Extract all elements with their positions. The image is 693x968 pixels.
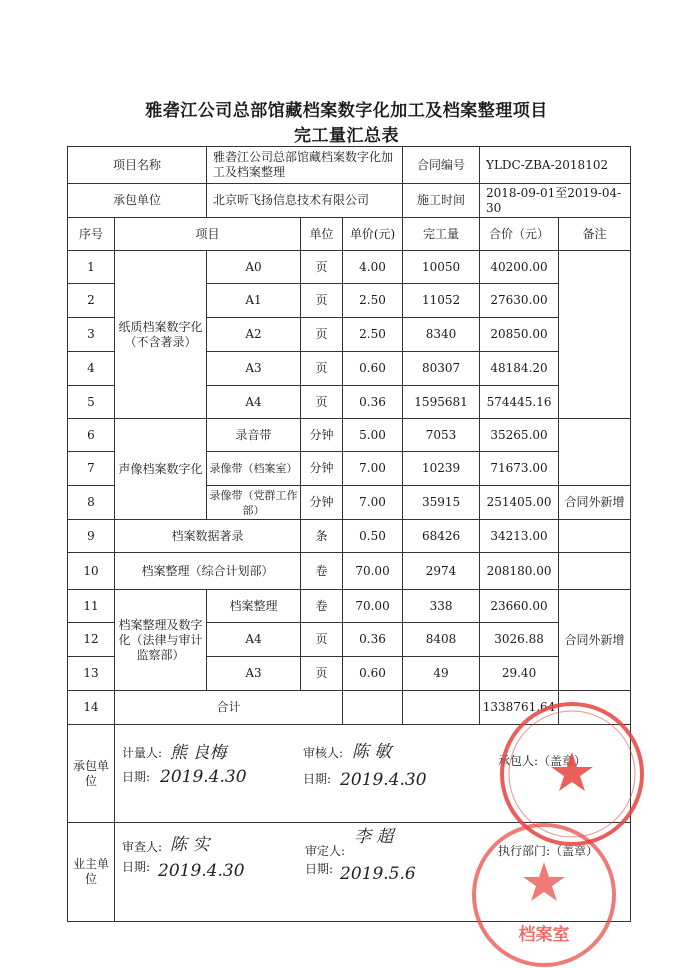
row-unit: 页 [301, 657, 343, 691]
row-no: 10 [68, 553, 115, 590]
col-price: 单价(元) [343, 218, 403, 251]
col-unit: 单位 [301, 218, 343, 251]
sum-empty-price [343, 691, 403, 725]
col-item: 项目 [115, 218, 301, 251]
group-paper: 纸质档案数字化（不含著录） [115, 251, 207, 419]
sum-label: 合计 [115, 691, 343, 725]
row-price: 0.60 [343, 352, 403, 386]
row-unit: 条 [301, 520, 343, 553]
document-subtitle: 完工量汇总表 [294, 126, 399, 146]
row-price: 5.00 [343, 419, 403, 452]
contractor-label: 承包单位 [68, 184, 207, 218]
row-unit: 页 [301, 623, 343, 657]
row-sub: 录音带 [207, 419, 301, 452]
row-no: 4 [68, 352, 115, 386]
row-sub: 档案数据著录 [115, 520, 301, 553]
row-unit: 页 [301, 386, 343, 419]
period-label: 施工时间 [403, 184, 480, 218]
row-remark: 合同外新增 [559, 486, 631, 520]
row-unit: 页 [301, 284, 343, 318]
row-remark [559, 419, 631, 486]
contractor-seal-label: 承包人:（盖章） [498, 754, 587, 768]
row-sub: 录像带（党群工作部） [207, 486, 301, 520]
approver-signature: 李 超 [354, 827, 394, 847]
column-header-row [68, 218, 631, 251]
date-handwritten: 2019.4.30 [340, 770, 427, 790]
row-total: 3026.88 [480, 623, 559, 657]
row-price: 2.50 [343, 284, 403, 318]
row-price: 7.00 [343, 486, 403, 520]
date-label: 日期: [303, 772, 332, 786]
row-qty: 1595681 [403, 386, 480, 419]
date-handwritten: 2019.5.6 [340, 864, 416, 884]
row-unit: 页 [301, 352, 343, 386]
row-remark [559, 520, 631, 553]
table-row [68, 419, 631, 452]
row-sub: 录像带（档案室） [207, 452, 301, 486]
row-no: 12 [68, 623, 115, 657]
table-row [68, 590, 631, 623]
row-sub: A4 [207, 623, 301, 657]
header-row-contractor [68, 184, 631, 218]
col-total: 合价（元） [480, 218, 559, 251]
project-name-value: 雅砻江公司总部馆藏档案数字化加工及档案整理 [207, 147, 403, 184]
date-label: 日期: [122, 770, 151, 784]
row-remark: 合同外新增 [559, 590, 631, 691]
row-total: 20850.00 [480, 318, 559, 352]
contractor-value: 北京昕飞扬信息技术有限公司 [207, 184, 403, 218]
date-label: 日期: [122, 860, 151, 874]
row-total: 29.40 [480, 657, 559, 691]
row-qty: 11052 [403, 284, 480, 318]
row-sub: A2 [207, 318, 301, 352]
contractor-sign-label: 承包单位 [68, 725, 115, 823]
table-row [68, 520, 631, 553]
row-sub: A3 [207, 352, 301, 386]
row-qty: 8408 [403, 623, 480, 657]
row-remark [559, 251, 631, 419]
row-total: 35265.00 [480, 419, 559, 452]
row-price: 0.60 [343, 657, 403, 691]
date-handwritten: 2019.4.30 [158, 861, 245, 881]
table-row [68, 251, 631, 284]
row-no: 5 [68, 386, 115, 419]
date-label: 日期: [305, 862, 334, 876]
row-total: 71673.00 [480, 452, 559, 486]
reviewer-signature: 陈 敏 [352, 742, 392, 762]
row-unit: 页 [301, 318, 343, 352]
measurer-signature: 熊 良梅 [170, 743, 227, 763]
row-qty: 35915 [403, 486, 480, 520]
row-price: 2.50 [343, 318, 403, 352]
row-no: 9 [68, 520, 115, 553]
row-total: 208180.00 [480, 553, 559, 590]
row-total: 574445.16 [480, 386, 559, 419]
row-qty: 10239 [403, 452, 480, 486]
row-no: 3 [68, 318, 115, 352]
row-no: 7 [68, 452, 115, 486]
owner-seal-label: 执行部门:（盖章） [498, 844, 599, 858]
contract-no-label: 合同编号 [403, 147, 480, 184]
checker-label: 审查人: [122, 840, 163, 854]
row-no: 8 [68, 486, 115, 520]
row-price: 0.50 [343, 520, 403, 553]
row-total: 251405.00 [480, 486, 559, 520]
row-qty: 68426 [403, 520, 480, 553]
row-price: 4.00 [343, 251, 403, 284]
row-total: 48184.20 [480, 352, 559, 386]
row-no: 13 [68, 657, 115, 691]
row-qty: 2974 [403, 553, 480, 590]
row-total: 34213.00 [480, 520, 559, 553]
group-law: 档案整理及数字化（法律与审计监察部） [115, 590, 207, 691]
period-value: 2018-09-01至2019-04-30 [480, 184, 631, 218]
contract-no-value: YLDC-ZBA-2018102 [480, 147, 631, 184]
row-unit: 分钟 [301, 452, 343, 486]
row-qty: 8340 [403, 318, 480, 352]
table-row [68, 553, 631, 590]
row-sub: A4 [207, 386, 301, 419]
row-total: 40200.00 [480, 251, 559, 284]
row-remark [559, 553, 631, 590]
col-no: 序号 [68, 218, 115, 251]
row-sub: A3 [207, 657, 301, 691]
row-price: 70.00 [343, 553, 403, 590]
row-qty: 49 [403, 657, 480, 691]
measurer-label: 计量人: [122, 746, 163, 760]
row-sub: A1 [207, 284, 301, 318]
row-price: 70.00 [343, 590, 403, 623]
project-name-label: 项目名称 [68, 147, 207, 184]
checker-signature: 陈 实 [170, 835, 210, 855]
row-qty: 10050 [403, 251, 480, 284]
row-no: 2 [68, 284, 115, 318]
group-av: 声像档案数字化 [115, 419, 207, 520]
row-sub: 档案整理（综合计划部） [115, 553, 301, 590]
row-unit: 卷 [301, 590, 343, 623]
header-row-project [68, 147, 631, 184]
archive-seal-bottom-text: 档案室 [518, 925, 570, 945]
row-no: 6 [68, 419, 115, 452]
row-qty: 7053 [403, 419, 480, 452]
sum-empty-qty [403, 691, 480, 725]
document-title: 雅砻江公司总部馆藏档案数字化加工及档案整理项目 [145, 101, 548, 121]
row-sub: 档案整理 [207, 590, 301, 623]
row-no: 11 [68, 590, 115, 623]
row-no: 1 [68, 251, 115, 284]
row-qty: 338 [403, 590, 480, 623]
row-price: 7.00 [343, 452, 403, 486]
row-unit: 分钟 [301, 486, 343, 520]
date-handwritten: 2019.4.30 [160, 767, 247, 787]
col-qty: 完工量 [403, 218, 480, 251]
row-price: 0.36 [343, 386, 403, 419]
sum-total: 1338761.64 [480, 691, 559, 725]
archive-seal-icon [464, 822, 624, 968]
row-price: 0.36 [343, 623, 403, 657]
owner-sign-label: 业主单位 [68, 823, 115, 922]
row-unit: 卷 [301, 553, 343, 590]
reviewer-label: 审核人: [303, 746, 344, 760]
approver-label: 审定人: [305, 844, 346, 858]
row-total: 23660.00 [480, 590, 559, 623]
row-qty: 80307 [403, 352, 480, 386]
col-remark: 备注 [559, 218, 631, 251]
row-sub: A0 [207, 251, 301, 284]
row-unit: 页 [301, 251, 343, 284]
row-total: 27630.00 [480, 284, 559, 318]
sum-no: 14 [68, 691, 115, 725]
row-unit: 分钟 [301, 419, 343, 452]
